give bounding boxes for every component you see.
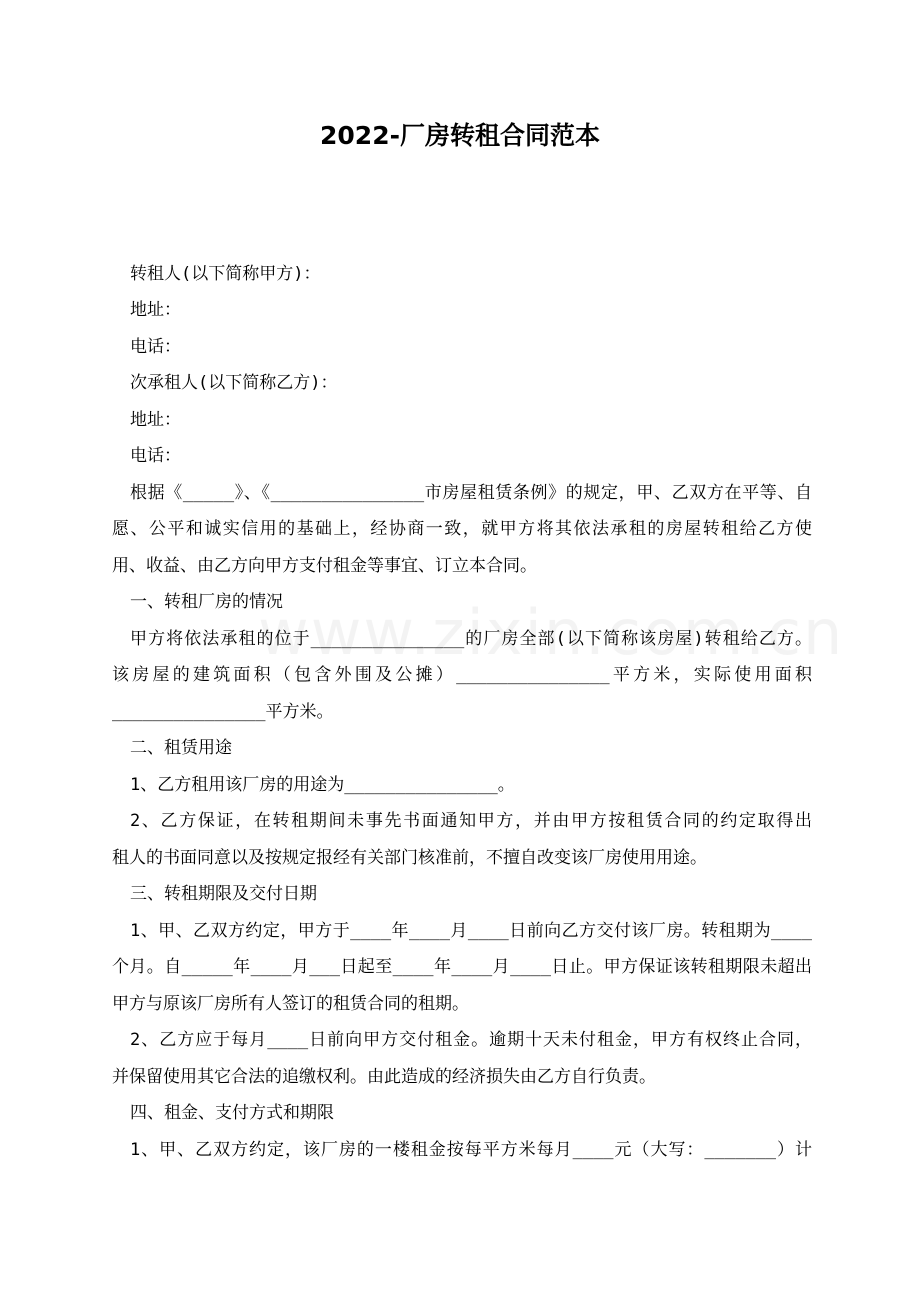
party-b-address: 地址： [130,410,181,430]
section-3-item-2-line-1: 2、乙方应于每月____日前向甲方交付租金。逾期十天未付租金，甲方有权终止合同， [130,1030,812,1050]
section-heading-1: 一、转租厂房的情况 [130,592,283,612]
section-1-line-3: _______________平方米。 [112,702,334,722]
section-heading-3: 三、转租期限及交付日期 [130,884,317,904]
party-a-label: 转租人(以下简称甲方)： [130,264,321,284]
preamble-line-3: 用、收益、由乙方向甲方支付租金等事宜、订立本合同。 [112,556,537,576]
section-2-item-2-line-1: 2、乙方保证，在转租期间未事先书面通知甲方，并由甲方按租赁合同的约定取得出 [130,811,812,831]
section-3-item-2-line-2: 并保留使用其它合法的追缴权利。由此造成的经济损失由乙方自行负责。 [112,1067,656,1087]
document-title: 2022-厂房转租合同范本 [320,121,600,150]
party-a-address: 地址： [130,300,181,320]
section-1-line-1: 甲方将依法承租的位于_______________的厂房全部(以下简称该房屋)转租给乙方。 [130,629,812,649]
section-4-item-1-line-1: 1、甲、乙双方约定，该厂房的一楼租金按每平方米每月____元（大写：_______）计 [130,1140,812,1160]
section-3-item-1-line-2: 个月。自_____年____月___日起至____年____月____日止。甲方保证该转租期限未超出 [112,957,812,977]
section-2-item-1: 1、乙方租用该厂房的用途为_______________。 [130,775,515,795]
section-1-line-2: 该房屋的建筑面积（包含外围及公摊）_______________平方米，实际使用面积 [112,665,812,685]
section-heading-4: 四、租金、支付方式和期限 [130,1103,334,1123]
section-heading-2: 二、租赁用途 [130,738,232,758]
preamble-line-1: 根据《_____》、《_______________市房屋租赁条例》的规定，甲、乙双方在平等、自 [130,483,812,503]
party-b-phone: 电话： [130,446,181,466]
preamble-line-2: 愿、公平和诚实信用的基础上，经协商一致，就甲方将其依法承租的房屋转租给乙方使 [112,519,812,539]
party-b-label: 次承租人(以下简称乙方)： [130,373,338,393]
section-2-item-2-line-2: 租人的书面同意以及按规定报经有关部门核准前，不擅自改变该厂房使用用途。 [112,848,707,868]
party-a-phone: 电话： [130,337,181,357]
section-3-item-1-line-1: 1、甲、乙双方约定，甲方于____年____月____日前向乙方交付该厂房。转租期为____ [130,921,812,941]
section-3-item-1-line-3: 甲方与原该厂房所有人签订的租赁合同的租期。 [112,994,469,1014]
